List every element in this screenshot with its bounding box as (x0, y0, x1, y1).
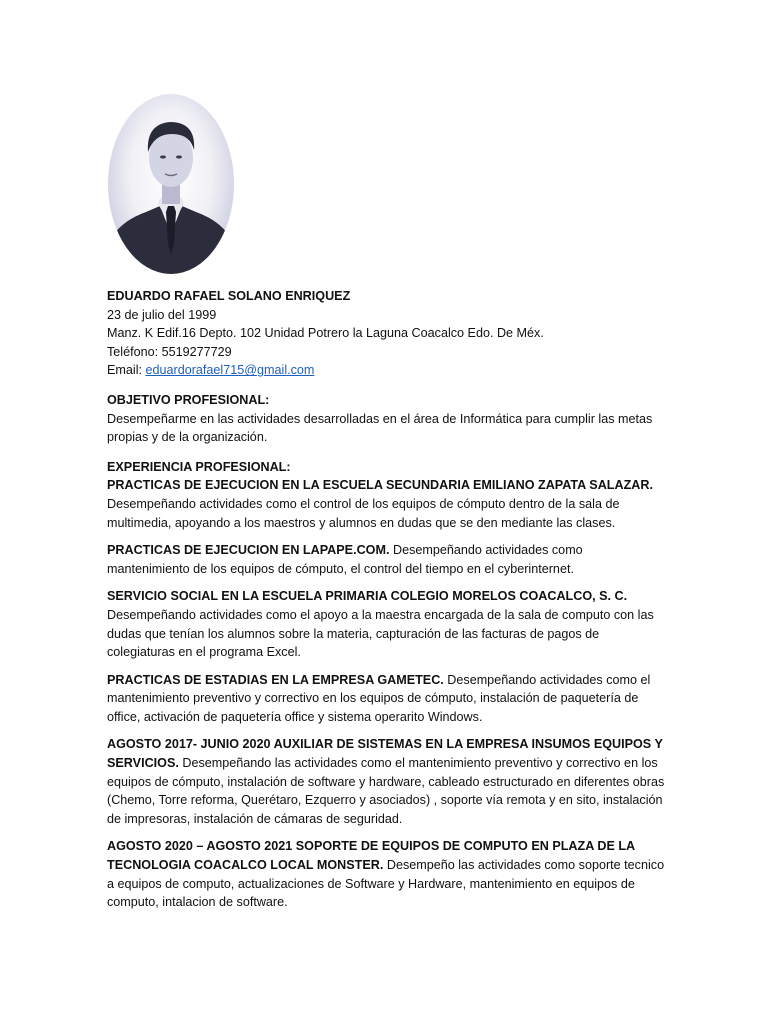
email-link[interactable]: eduardorafael715@gmail.com (145, 363, 315, 378)
experience-entry (107, 587, 667, 661)
experience-entry (107, 541, 667, 578)
email-label: Email: (107, 363, 146, 378)
entry-text: Desempeñando las actividades como el mantenimiento preventivo y correctivo en los equipos de cómputo, instalación de software y hardware, cableado estructurado en diferentes obras (Chemo, Torre reforma, Querétaro, Ezquerro y asociados) , soporte vía remota y en sito, instalación de impresoras, instalación de cámaras de seguridad. (107, 756, 665, 826)
profile-photo (108, 94, 234, 274)
entry-text: Desempeñando actividades como el apoyo a la maestra encargada de la sala de computo con las dudas que tenían los alumnos sobre la materia, capturación de las facturas de pagos de colegiaturas en el programa Excel. (107, 607, 654, 660)
entry-text: Desempeño las actividades como soporte tecnico a equipos de computo, actualizaciones de Software y Hardware, mantenimiento en equipos de computo, intalacion de software. (107, 858, 665, 910)
experience-entry (107, 476, 667, 532)
entry-title: PRACTICAS DE EJECUCION EN LA ESCUELA SECUNDARIA EMILIANO ZAPATA SALAZAR. (107, 478, 653, 493)
experience-entry (107, 671, 667, 727)
experience-entry (107, 837, 667, 911)
entry-text: Desempeñando actividades como el mantenimiento preventivo y correctivo en los equipos de cómputo, instalación de paquetería de office, activación de paquetería office y sistema operarito Windows. (107, 672, 651, 724)
entry-text: Desempeñando actividades como el control de los equipos de cómputo dentro de la sala de multimedia, apoyando a los maestros y alumnos en dudas que se den mediante las clases. (107, 496, 620, 530)
entry-title: AGOSTO 2020 – AGOSTO 2021 SOPORTE DE EQUIPOS DE COMPUTO EN PLAZA DE LA TECNOLOGIA COACALCO LOCAL MONSTER. (107, 839, 635, 873)
address: Manz. K Edif.16 Depto. 102 Unidad Potrero la Laguna Coacalco Edo. De Méx. (107, 326, 544, 341)
objective-heading-text: OBJETIVO PROFESIONAL: (107, 392, 270, 407)
entry-title: PRACTICAS DE EJECUCION EN LAPAPE.COM. (107, 543, 390, 558)
portrait-illustration (108, 94, 234, 274)
birthdate: 23 de julio del 1999 (107, 307, 217, 322)
entry-title: AGOSTO 2017- JUNIO 2020 AUXILIAR DE SISTEMAS EN LA EMPRESA INSUMOS EQUIPOS Y SERVICIOS. (107, 737, 663, 771)
objective-text: Desempeñarme en las actividades desarrolladas en el área de Informática para cumplir las metas propias y de la organización. (107, 411, 653, 445)
phone: Teléfono: 5519277729 (107, 344, 232, 359)
entry-title: PRACTICAS DE ESTADIAS EN LA EMPRESA GAMETEC. (107, 672, 444, 687)
experience-heading-text: EXPERIENCIA PROFESIONAL: (107, 459, 291, 474)
objective-heading (107, 391, 667, 410)
experience-heading (107, 458, 667, 477)
resume-content (107, 287, 667, 912)
experience-entry (107, 735, 667, 828)
entry-title: SERVICIO SOCIAL EN LA ESCUELA PRIMARIA COLEGIO MORELOS COACALCO, S. C. (107, 589, 628, 604)
full-name: EDUARDO RAFAEL SOLANO ENRIQUEZ (107, 289, 351, 303)
email-line (107, 361, 667, 380)
entry-text: Desempeñando actividades como mantenimiento de los equipos de cómputo, el control del tiempo en el cyberinternet. (107, 543, 583, 576)
